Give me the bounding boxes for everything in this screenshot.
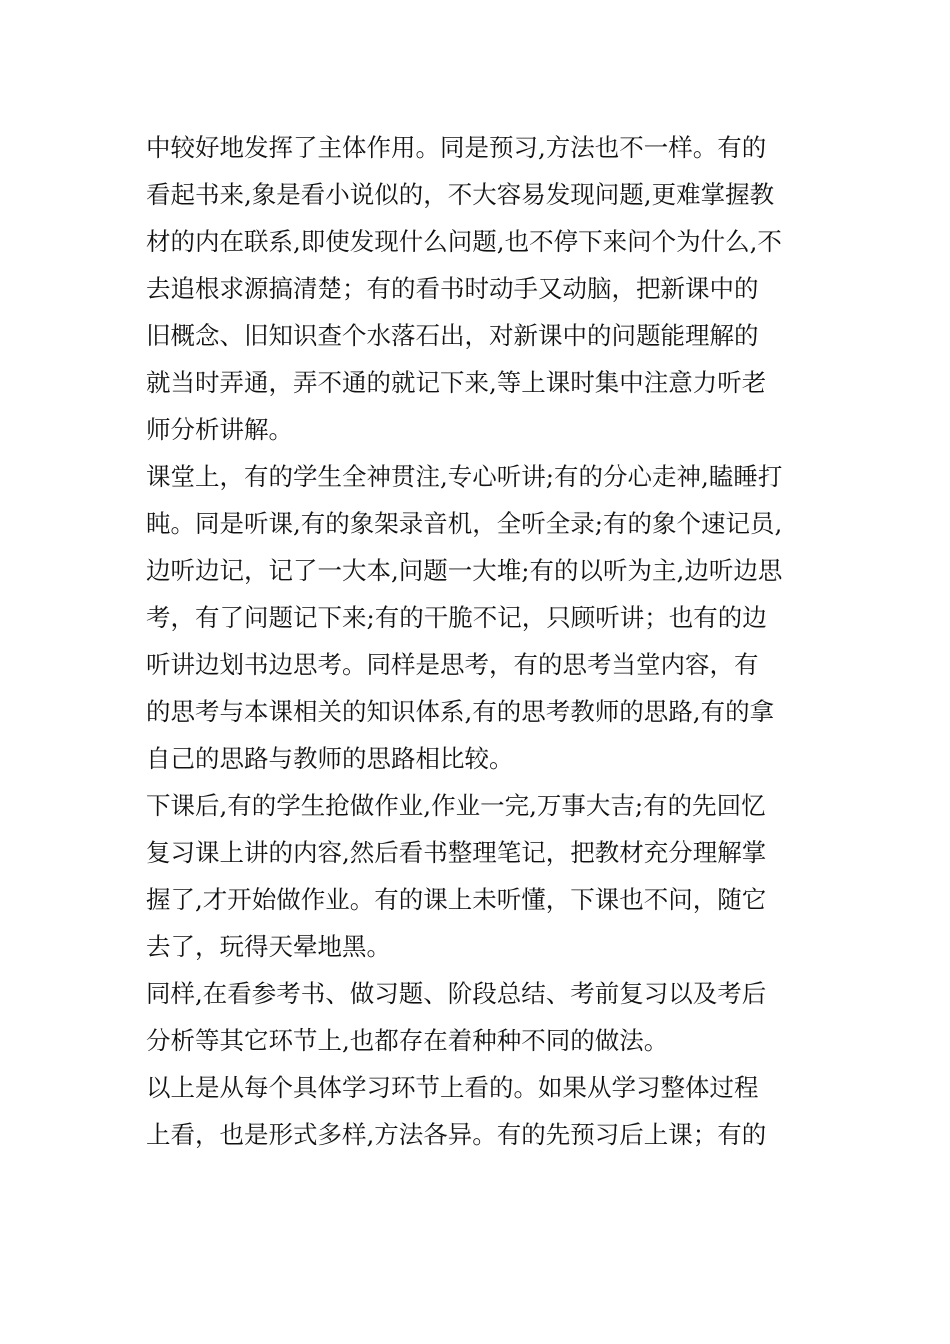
text-line: 考，有了问题记下来;有的干脆不记，只顾听讲；也有的边 bbox=[146, 603, 767, 632]
text-line: 材的内在联系,即使发现什么问题,也不停下来问个为什么,不 bbox=[146, 227, 782, 256]
text-line: 边听边记，记了一大本,问题一大堆;有的以听为主,边听边思 bbox=[146, 556, 783, 585]
text-line: 去了，玩得天晕地黑。 bbox=[146, 932, 391, 961]
text-line: 看起书来,象是看小说似的，不大容易发现问题,更难掌握教 bbox=[146, 180, 775, 209]
text-line: 握了,才开始做作业。有的课上未听懂，下课也不问，随它 bbox=[146, 885, 767, 914]
text-line: 盹。同是听课,有的象架录音机，全听全录;有的象个速记员, bbox=[146, 509, 783, 538]
text-line: 自己的思路与教师的思路相比较。 bbox=[146, 744, 514, 773]
text-line: 课堂上，有的学生全神贯注,专心听讲;有的分心走神,瞌睡打 bbox=[146, 462, 783, 491]
text-line: 去追根求源搞清楚；有的看书时动手又动脑，把新课中的 bbox=[146, 274, 759, 303]
text-line: 同样,在看参考书、做习题、阶段总结、考前复习以及考后 bbox=[146, 979, 767, 1008]
text-line: 以上是从每个具体学习环节上看的。如果从学习整体过程 bbox=[146, 1073, 759, 1102]
text-line: 上看，也是形式多样,方法各异。有的先预习后上课；有的 bbox=[146, 1120, 767, 1149]
text-line: 的思考与本课相关的知识体系,有的思考教师的思路,有的拿 bbox=[146, 697, 775, 726]
text-line: 下课后,有的学生抢做作业,作业一完,万事大吉;有的先回忆 bbox=[146, 791, 766, 820]
text-line: 复习课上讲的内容,然后看书整理笔记，把教材充分理解掌 bbox=[146, 838, 767, 867]
text-line: 师分析讲解。 bbox=[146, 415, 293, 444]
body-text bbox=[146, 124, 806, 1158]
text-line: 分析等其它环节上,也都存在着种种不同的做法。 bbox=[146, 1026, 669, 1055]
text-line: 听讲边划书边思考。同样是思考，有的思考当堂内容，有 bbox=[146, 650, 759, 679]
text-line: 旧概念、旧知识查个水落石出，对新课中的问题能理解的 bbox=[146, 321, 759, 350]
text-line: 就当时弄通，弄不通的就记下来,等上课时集中注意力听老 bbox=[146, 368, 767, 397]
text-line: 中较好地发挥了主体作用。同是预习,方法也不一样。有的 bbox=[146, 133, 767, 162]
